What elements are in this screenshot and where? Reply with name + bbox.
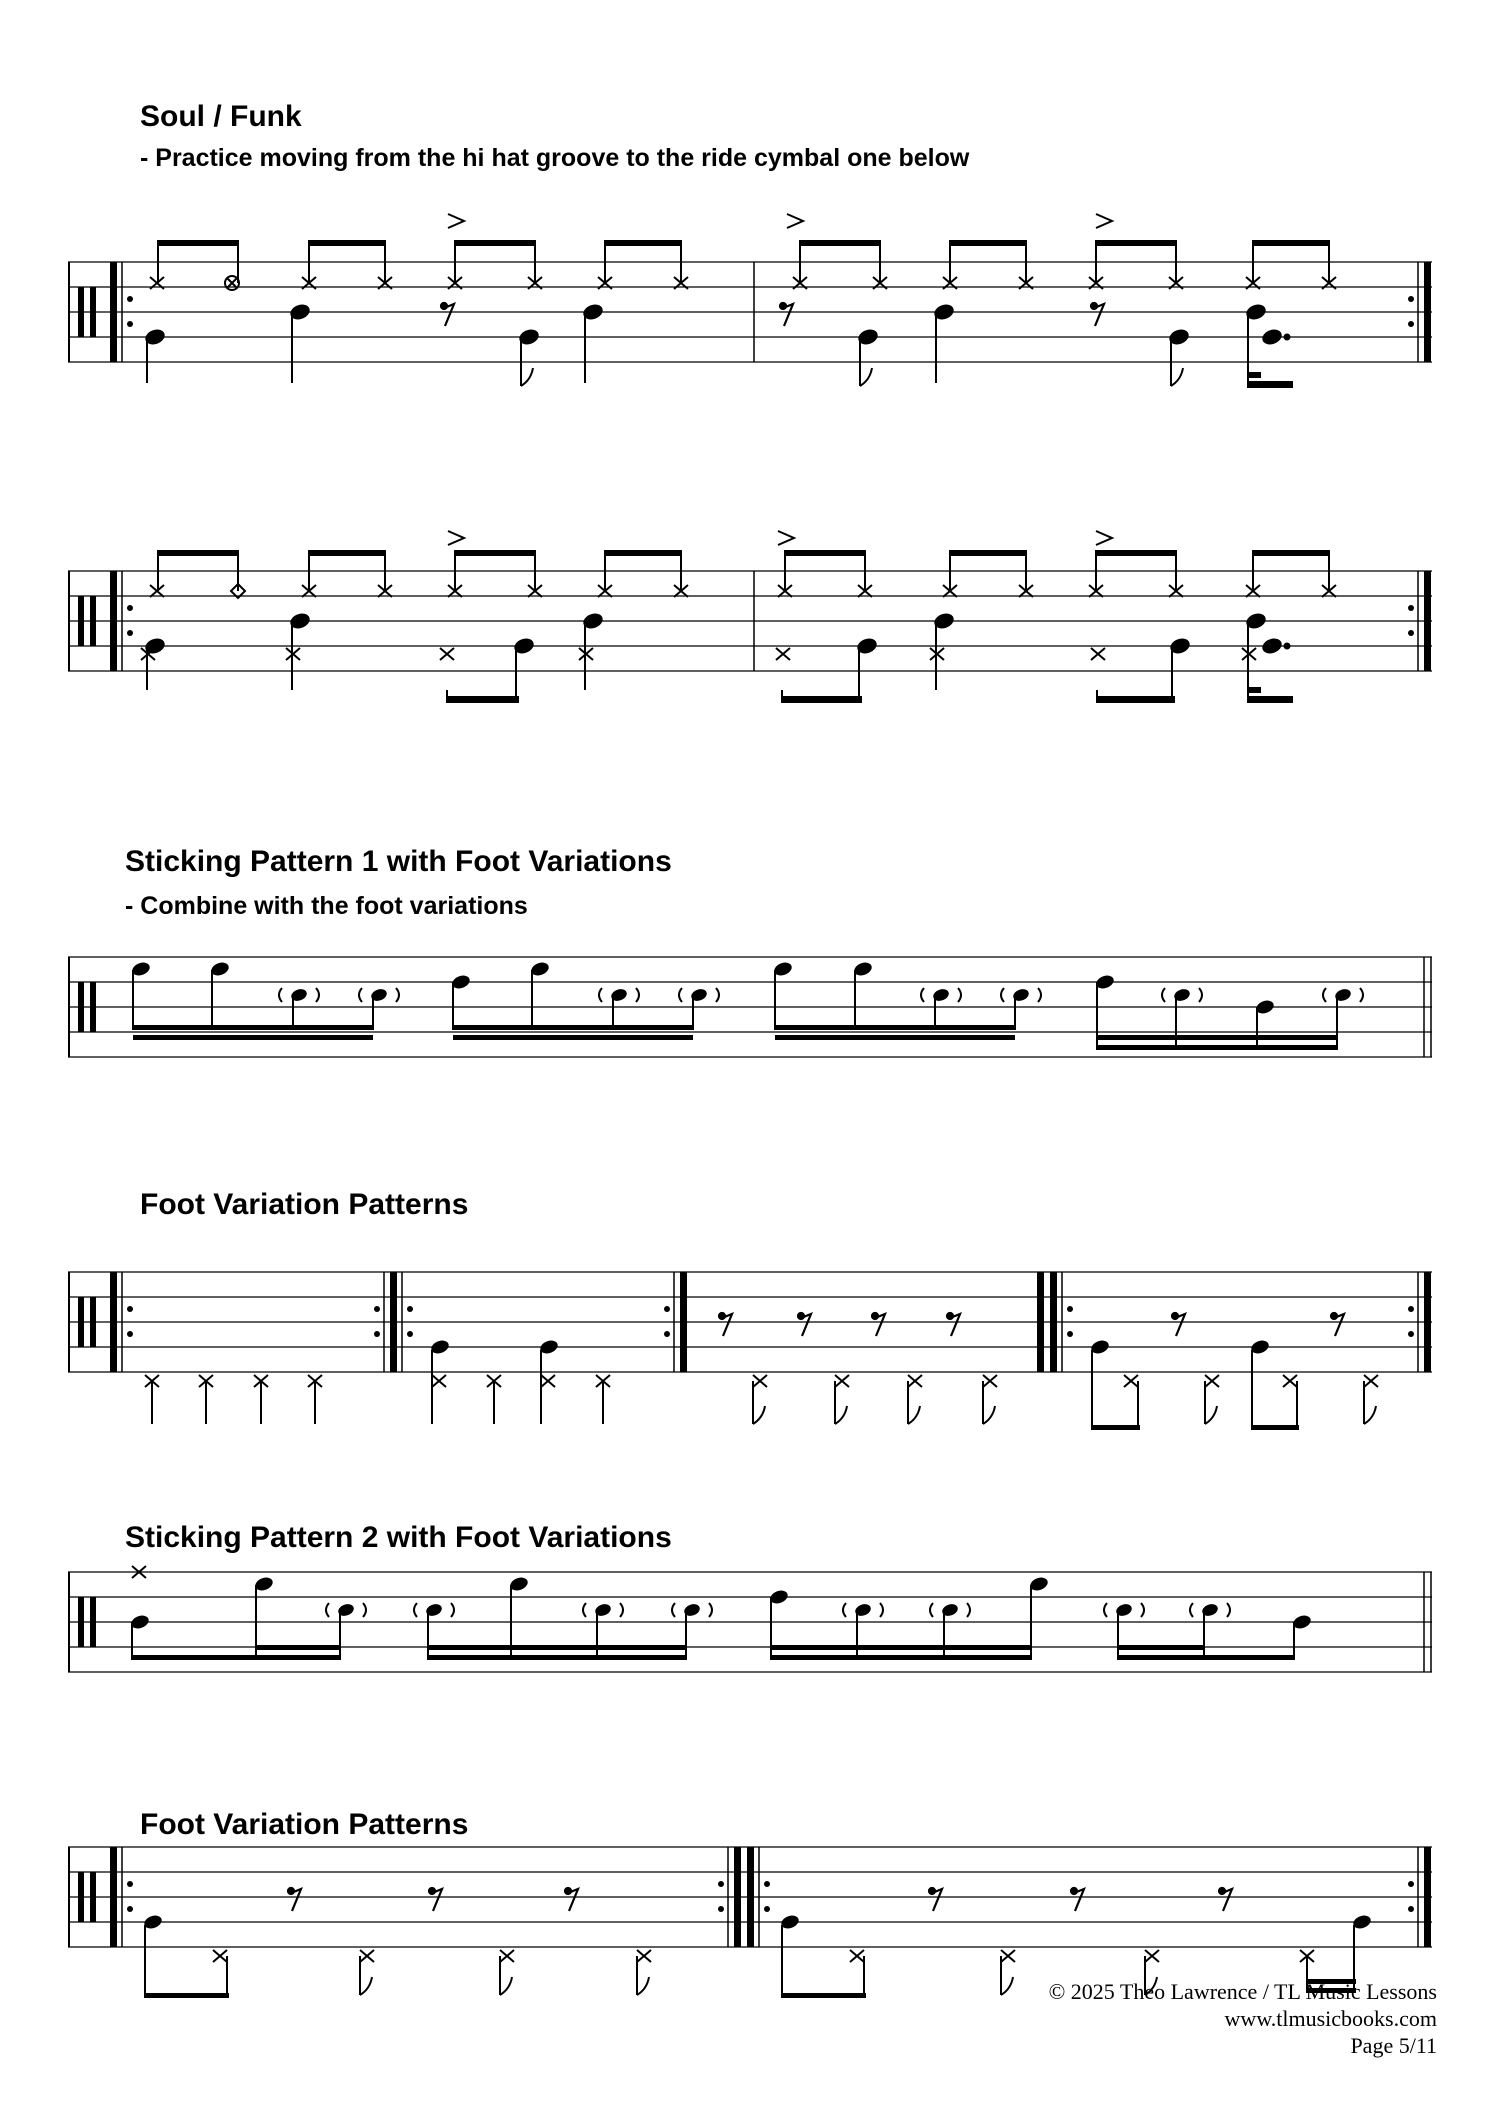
section-title-sticking-pattern-2: Sticking Pattern 2 with Foot Variations bbox=[125, 1521, 672, 1554]
page-footer bbox=[1049, 1978, 1437, 2059]
website-link[interactable]: www.tlmusicbooks.com bbox=[1224, 2006, 1437, 2031]
section-title-soul-funk: Soul / Funk bbox=[140, 100, 302, 133]
repeat-end bbox=[1424, 262, 1431, 362]
section-title-foot-variations-1: Foot Variation Patterns bbox=[140, 1188, 469, 1221]
staff-system-6 bbox=[68, 1847, 1432, 1998]
repeat-start bbox=[110, 262, 117, 362]
copyright-text: © 2025 Theo Lawrence / TL Music Lessons bbox=[1048, 1979, 1437, 2004]
section-instruction-soul-funk: - Practice moving from the hi hat groove to the ride cymbal one below bbox=[140, 144, 970, 172]
staff-system-3 bbox=[68, 957, 1432, 1057]
section-instruction-sticking-pattern-1: - Combine with the foot variations bbox=[125, 892, 528, 920]
percussion-clef bbox=[78, 287, 84, 337]
section-title-foot-variations-2: Foot Variation Patterns bbox=[140, 1808, 469, 1841]
staff-system-4 bbox=[68, 1272, 1432, 1430]
staff-system-1 bbox=[68, 214, 1432, 388]
staff-system-5 bbox=[68, 1566, 1432, 1672]
section-title-sticking-pattern-1: Sticking Pattern 1 with Foot Variations bbox=[125, 845, 672, 878]
staff-system-2 bbox=[68, 531, 1432, 702]
page-number: Page 5/11 bbox=[1350, 2033, 1437, 2058]
